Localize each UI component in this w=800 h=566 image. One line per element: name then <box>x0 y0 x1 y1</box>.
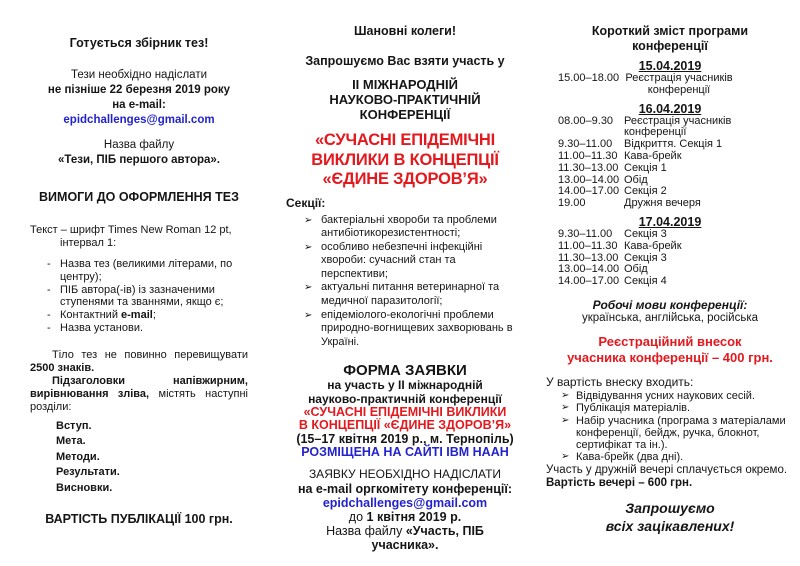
arrow-bullet-icon: ➢ <box>561 402 570 414</box>
schedule-row: 14.00–17.00 Секція 2 <box>558 185 667 198</box>
font-spec-line2: інтервал 1: <box>60 237 117 249</box>
fee-includes-list <box>546 390 794 464</box>
conference-date-place: (15–17 квітня 2019 р., м. Тернопіль) <box>296 431 514 446</box>
schedule-day-2 <box>546 116 794 210</box>
form-conference-title-line1: «СУЧАСНІ ЕПІДЕМІЧНІ ВИКЛИКИ <box>303 404 507 419</box>
schedule-row: 11.30–13.00 Секція 1 <box>558 161 667 174</box>
registration-fee: Реєстраційний внесок учасника конференції – 400 грн. <box>567 333 773 365</box>
application-deadline: до 1 квітня 2019 р. <box>348 509 462 524</box>
application-filename-line1: Назва файлу «Участь, ПІБ <box>326 523 484 538</box>
font-spec-line1: Текст – шрифт Times New Roman 12 pt, <box>30 224 232 236</box>
schedule-row: 13.00–14.00 Обід <box>558 173 648 186</box>
schedule-row: 11.30–13.00 Секція 3 <box>558 251 667 264</box>
schedule-row: 9.30–11.00 Секція 3 <box>558 227 667 240</box>
thesis-sections-list <box>30 419 248 497</box>
arrow-bullet-icon: ➢ <box>304 309 313 321</box>
closing-invitation: Запрошуємо всіх зацікавлених! <box>605 499 735 534</box>
thesis-section: Висновки. <box>56 481 113 494</box>
thesis-section: Мета. <box>56 435 86 448</box>
list-item: - Назва установи. <box>47 321 144 334</box>
dash-bullet-icon: - <box>47 321 51 334</box>
schedule-day-3 <box>546 229 794 288</box>
form-site-note: РОЗМІЩЕНА НА САЙТІ ІВМ НААН <box>301 445 509 460</box>
thesis-section: Результати. <box>56 466 120 479</box>
orgcommittee-email-label: на e-mail оргкомітету конференції: <box>297 481 513 496</box>
schedule-row: 15.00–18.00 Реєстрація учасників конференції <box>558 72 733 96</box>
program-date-heading: 16.04.2019 <box>638 101 702 116</box>
schedule-row: 11.00–11.30 Кава-брейк <box>558 149 682 162</box>
program-heading: Короткий зміст програми конференції <box>591 24 749 53</box>
deadline-line: не пізніше 22 березня 2019 року <box>47 84 231 96</box>
requirements-list <box>30 258 248 335</box>
list-item: - Назва тез (великими літерами, по центру); <box>47 258 233 283</box>
collection-heading: Готується збірник тез! <box>69 36 209 50</box>
application-filename-line2: учасника». <box>371 537 439 552</box>
schedule-day-1 <box>546 73 794 97</box>
left-column <box>0 0 268 566</box>
program-date-heading: 15.04.2019 <box>638 59 702 73</box>
languages-list: українська, англійська, російська <box>581 311 759 324</box>
arrow-bullet-icon: ➢ <box>304 282 313 294</box>
email-link[interactable]: epidchallenges@gmail.com <box>322 495 488 510</box>
body-limit-paragraph: Тіло тез не повинно перевищувати 2500 знаків. <box>30 348 248 374</box>
filename-block <box>30 138 248 168</box>
thesis-section: Вступ. <box>56 419 92 432</box>
schedule-row: 11.00–11.30 Кава-брейк <box>558 239 682 252</box>
dinner-note: Участь у дружній вечері сплачується окремо. Вартість вечері – 600 грн. <box>546 463 788 490</box>
list-item: - Контактний e-mail; <box>47 309 156 322</box>
conference-title: «СУЧАСНІ ЕПІДЕМІЧНІ ВИКЛИКИ В КОНЦЕПЦІЇ «ЄДИНЕ ЗДОРОВ’Я» <box>311 131 499 188</box>
font-spec <box>30 224 248 250</box>
list-item: ➢ Відвідування усних наукових сесій. <box>561 389 755 402</box>
submission-deadline-block <box>30 68 248 128</box>
schedule-row: 08.00–9.30 Реєстрація учасників конференції <box>558 114 732 139</box>
list-item: ➢ Кава-брейк (два дні). <box>561 451 684 464</box>
email-label: на e-mail: <box>112 99 166 111</box>
languages-label: Робочі мови конференції: <box>592 297 748 312</box>
sections-label: Секції: <box>286 195 326 210</box>
form-conference-title-line2: В КОНЦЕПЦІЇ «ЄДИНЕ ЗДОРОВ’Я» <box>298 418 512 433</box>
publication-price: ВАРТІСТЬ ПУБЛІКАЦІЇ 100 грн. <box>45 512 233 527</box>
list-item: ➢ Публікація матеріалів. <box>561 402 691 415</box>
requirements-heading: ВИМОГИ ДО ОФОРМЛЕННЯ ТЕЗ <box>39 190 239 204</box>
list-item: - ПІБ автора(-ів) із зазначеними ступенями та званнями, якщо є; <box>47 283 224 309</box>
arrow-bullet-icon: ➢ <box>304 241 313 253</box>
arrow-bullet-icon: ➢ <box>561 389 570 401</box>
subheadings-paragraph: Підзаголовки напівжирним, вирівнювання зліва, містять наступні розділи: <box>30 374 248 413</box>
filename-label: Назва файлу <box>103 139 175 151</box>
schedule-row: 19.00 Дружня вечеря <box>558 197 701 210</box>
arrow-bullet-icon: ➢ <box>304 214 313 226</box>
submit-note: ЗАЯВКУ НЕОБХІДНО НАДІСЛАТИ <box>308 467 502 482</box>
thesis-section: Методи. <box>56 450 100 463</box>
list-item: ➢ епідеміолого-екологічні проблеми природно-вогнищевих захворювань в Україні. <box>304 308 513 348</box>
schedule-row: 13.00–14.00 Обід <box>558 263 648 276</box>
middle-column <box>268 0 534 566</box>
dash-bullet-icon: - <box>47 283 51 296</box>
schedule-row: 9.30–11.00 Відкриття. Секція 1 <box>558 138 723 151</box>
send-line: Тези необхідно надіслати <box>70 69 208 81</box>
list-item: ➢ актуальні питання ветеринарної та медичної паразитології; <box>304 281 500 308</box>
arrow-bullet-icon: ➢ <box>561 414 570 426</box>
filename-value: «Тези, ПІБ першого автора». <box>57 154 220 166</box>
form-subtitle-line1: на участь у ІІ міжнародній <box>327 378 483 393</box>
email-link[interactable]: epidchallenges@gmail.com <box>63 114 215 126</box>
program-date-heading: 17.04.2019 <box>638 214 702 229</box>
list-item: ➢ Набір учасника (програма з матеріалами конференції, бейдж, ручка, блокнот, сертифікат та ін.). <box>561 414 786 452</box>
fee-includes-label: У вартість внеску входить: <box>546 374 694 389</box>
schedule-row: 14.00–17.00 Секція 4 <box>558 275 667 288</box>
invitation-line: Запрошуємо Вас взяти участь у <box>305 54 505 68</box>
conference-name: ІІ МІЖНАРОДНІЙ НАУКОВО-ПРАКТИЧНІЙ КОНФЕРЕНЦІЇ <box>329 77 481 122</box>
list-item: ➢ бактеріальні хвороби та проблеми антибіотикорезистентності; <box>304 213 497 240</box>
form-subtitle-line2: науково-практичній конференції <box>308 391 502 406</box>
dash-bullet-icon: - <box>47 309 51 322</box>
list-item: ➢ особливо небезпечні інфекційні хвороби: сучасний стан та перспективи; <box>304 240 483 280</box>
dash-bullet-icon: - <box>47 258 51 270</box>
right-column <box>534 0 800 566</box>
arrow-bullet-icon: ➢ <box>561 451 570 463</box>
conference-sections-list <box>286 214 524 350</box>
application-form-heading: ФОРМА ЗАЯВКИ <box>343 362 467 380</box>
salutation: Шановні колеги! <box>353 24 457 38</box>
